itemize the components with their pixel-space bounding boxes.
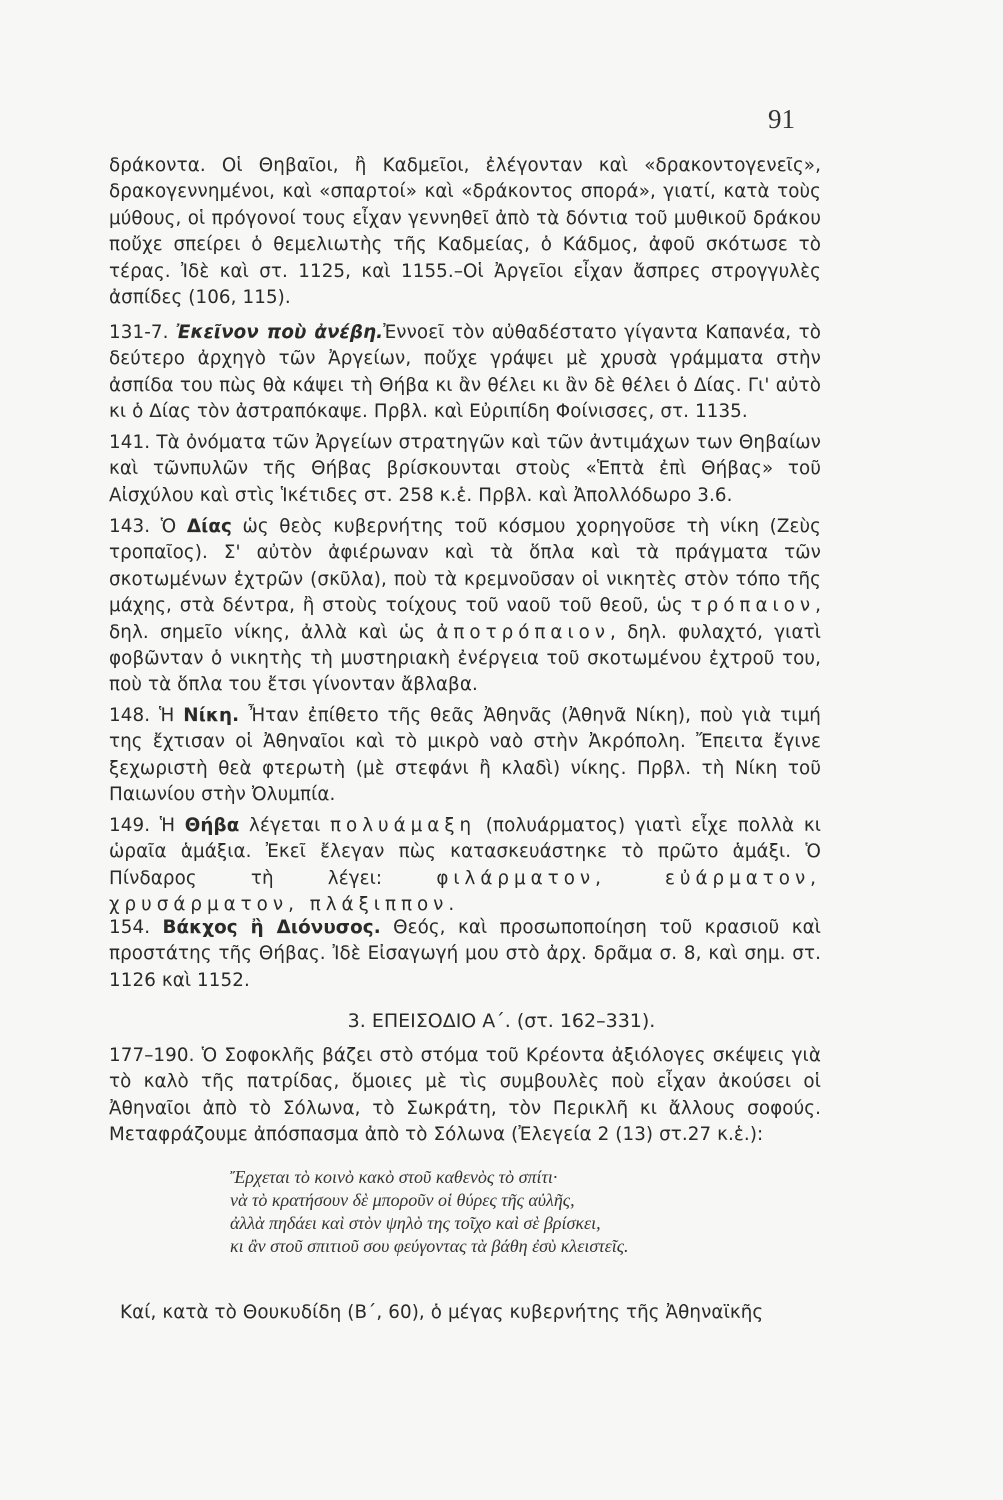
spaced-term: πολυάμαξη (330, 815, 477, 836)
verse-line: Ἔρχεται τὸ κοινὸ κακὸ στοῦ καθενὸς τὸ σπίτι· (230, 1167, 558, 1187)
note-lemma: Ἐκεῖνον ποὺ ἀνέβη. (175, 322, 384, 343)
spaced-term: ἀποτρόπαιον (436, 621, 611, 643)
verse-line: κι ἂν στοῦ σπιτιοῦ σου φεύγοντας τὰ βάθη ἐσὺ κλειστεῖς. (230, 1236, 629, 1256)
closing-paragraph: Καί, κατὰ τὸ Θουκυδίδη (Β΄, 60), ὁ μέγας κυβερνήτης τῆς Ἀθηναϊκῆς (120, 1302, 764, 1323)
spaced-term: φιλάρματον, εὐάρματον, χρυσάρματον, πλάξιππον. (109, 867, 821, 916)
section-heading: 3. ΕΠΕΙΣΟΔΙΟ Α΄. (στ. 162–331). (347, 1010, 656, 1032)
note-text: (πολυάρματος) γιατὶ εἶχε πολλὰ κι ὡραῖα ἁμάξια. Ἐκεῖ ἔλεγαν πὼς κατασκευάστηκε τὸ πρῶτο ἁμάξι. Ὁ Πίνδαρος τὴ λέγει: (109, 815, 821, 889)
spaced-term: τρόπαιον (690, 595, 816, 617)
note-lemma: Νίκη. (183, 705, 240, 726)
note-text: , δηλ. σημεῖο νίκης, ἀλλὰ καὶ ὡς (109, 595, 821, 643)
verse-line: νὰ τὸ κρατήσουν δὲ μποροῦν οἱ θύρες τῆς αὐλῆς, (230, 1190, 575, 1210)
note-number: 131-7. (109, 322, 176, 343)
note-text: ὡς θεὸς κυβερνήτης τοῦ κόσμου χορηγοῦσε τὴ νίκη (Ζεὺς τροπαῖος). Σ' αὐτὸν ἀφιέρωναν καὶ τὰ ὅπλα καὶ τὰ πράγματα τῶν σκοτωμένων ἐχτρῶν (σκῦλα), ποὺ τὰ κρεμνοῦσαν οἱ νικητὲς στὸν τόπο τῆς μάχης, στὰ δέντρα, ἢ στοὺς τοίχους τοῦ ναοῦ τοῦ θεοῦ, ὡς (109, 516, 821, 617)
note-number: 154. (109, 917, 163, 938)
page-number: 91 (768, 104, 795, 134)
commentary-note-143 (109, 514, 821, 699)
note-number: 148. Ἡ (109, 705, 184, 726)
note-text: Ἐννοεῖ τὸν αὐθαδέστατο γίγαντα Καπανέα, τὸ δεύτερο ἀρχηγὸ τῶν Ἀργείων, ποὔχε γράψει μὲ χρυσὰ γράμματα στὴν ἀσπίδα του πὼς θὰ κάψει τὴ Θήβα κι ἂν θέλει κι ἂν δὲ θέλει ὁ Δίας. Γι' αὐτὸ κι ὁ Δίας τὸν ἀστραπόκαψε. Πρβλ. καὶ Εὐριπίδη Φοίνισσες, στ. 1135. (109, 322, 821, 423)
note-lemma: Θήβα (184, 815, 240, 836)
note-text: , δηλ. φυλαχτό, γιατὶ φοβῶνταν ὁ νικητὴς τὴ μυστηριακὴ ἐνέργεια τοῦ σκοτωμένου ἐχτροῦ του, ποὺ τὰ ὅπλα του ἔτσι γίνονταν ἄβλαβα. (109, 621, 822, 696)
commentary-note-dragon: δράκοντα. Οἱ Θηβαῖοι, ἢ Καδμεῖοι, ἐλέγονταν καὶ «δρακοντογενεῖς», δρακογεννημένοι, καὶ «σπαρτοί» καὶ «δράκοντος σπορά», γιατί, κατὰ τοὺς μύθους, οἱ πρόγονοί τους εἶχαν γεννηθεῖ ἀπὸ τὰ δόντια τοῦ μυθικοῦ δράκου ποὔχε σπείρει ὁ θεμελιωτὴς τῆς Καδμείας, ὁ Κάδμος, ἀφοῦ σκότωσε τὸ τέρας. Ἰδὲ καὶ στ. 1125, καὶ 1155.–Οἱ Ἀργεῖοι εἶχαν ἄσπρες στρογγυλὲς ἀσπίδες (106, 115). (109, 155, 821, 309)
commentary-note-177: 177–190. Ὁ Σοφοκλῆς βάζει στὸ στόμα τοῦ Κρέοντα ἀξιόλογες σκέψεις γιὰ τὸ καλὸ τῆς πατρίδας, ὅμοιες μὲ τὶς συμβουλὲς ποὺ εἶχαν ἀκούσει οἱ Ἀθηναῖοι ἀπὸ τὸ Σόλωνα, τὸ Σωκράτη, τὸν Περικλῆ κι ἄλλους σοφούς. Μεταφράζουμε ἀπόσπασμα ἀπὸ τὸ Σόλωνα (Ἐλεγεία 2 (13) στ.27 κ.ἑ.): (109, 1045, 821, 1146)
note-lemma: Δίας (186, 516, 232, 537)
verse-line: ἀλλὰ πηδάει καὶ στὸν ψηλὸ της τοῖχο καὶ σὲ βρίσκει, (230, 1213, 601, 1233)
commentary-note-141: 141. Τὰ ὀνόματα τῶν Ἀργείων στρατηγῶν καὶ τῶν ἀντιμάχων των Θηβαίων καὶ τῶνπυλῶν τῆς Θήβας βρίσκουνται στοὺς «Ἑπτὰ ἐπὶ Θήβας» τοῦ Αἰσχύλου καὶ στὶς Ἱκέτιδες στ. 258 κ.ἑ. Πρβλ. καὶ Ἀπολλόδωρο 3.6. (109, 432, 821, 506)
commentary-note-148 (109, 703, 821, 809)
note-text: λέγεται (239, 815, 331, 836)
note-number: 149. Ἡ (109, 815, 185, 836)
note-text: Θεός, καὶ προσωποποίηση τοῦ κρασιοῦ καὶ προστάτης τῆς Θήβας. Ἰδὲ Εἰσαγωγή μου στὸ ἀρχ. δρᾶμα σ. 8, καὶ σημ. στ. 1126 καὶ 1152. (109, 917, 821, 991)
note-number: 143. Ὁ (109, 516, 187, 537)
note-text: Ἦταν ἐπίθετο τῆς θεᾶς Ἀθηνᾶς (Ἀθηνᾶ Νίκη), ποὺ γιὰ τιμή της ἔχτισαν οἱ Ἀθηναῖοι καὶ τὸ μικρὸ ναὸ στὴν Ἀκρόπολη. Ἔπειτα ἔγινε ξεχωριστὴ θεὰ φτερωτὴ (μὲ στεφάνι ἢ κλαδὶ) νίκης. Πρβλ. τὴ Νίκη τοῦ Παιωνίου στὴν Ὀλυμπία. (109, 705, 821, 806)
verse-quotation (230, 1166, 629, 1258)
commentary-note-154 (109, 915, 821, 994)
commentary-note-131 (109, 320, 821, 426)
commentary-note-149 (109, 813, 821, 919)
note-lemma: Βάκχος ἢ Διόνυσος. (162, 917, 381, 938)
